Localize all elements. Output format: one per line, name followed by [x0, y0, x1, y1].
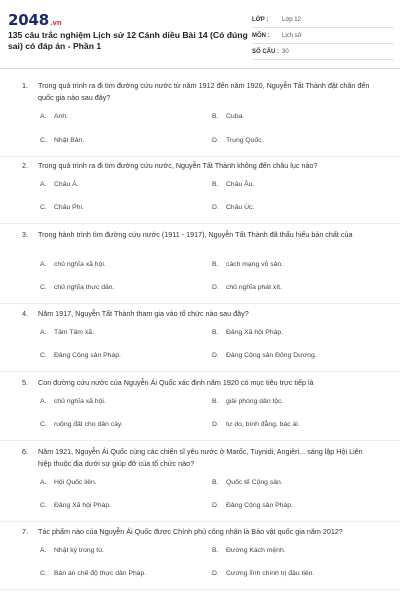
meta-row-subject [252, 28, 394, 44]
option-d[interactable] [212, 204, 254, 211]
question-separator [0, 223, 400, 224]
option-letter: C. [40, 284, 47, 291]
option-letter: B. [212, 261, 219, 268]
question-number: 6. [22, 447, 28, 456]
option-a[interactable] [40, 329, 94, 336]
option-c[interactable] [40, 502, 111, 509]
logo-suffix: .vn [49, 19, 62, 27]
option-d[interactable] [212, 502, 293, 509]
meta-key: LỚP : [252, 16, 269, 23]
option-text: Châu Á. [54, 181, 79, 188]
logo-text: 2048 [8, 11, 49, 29]
option-b[interactable] [212, 398, 283, 405]
question-text: Con đường cứu nước của Nguyễn Ái Quốc xác định năm 1920 có mục tiêu trực tiếp là [38, 378, 314, 387]
meta-key: MÔN : [252, 32, 270, 39]
meta-value: Lịch sử [282, 32, 302, 39]
meta-row-class [252, 12, 394, 28]
option-letter: C. [40, 352, 47, 359]
option-text: Cương lĩnh chính trị đầu tiên. [226, 570, 315, 577]
option-letter: C. [40, 204, 47, 211]
option-letter: A. [40, 547, 47, 554]
option-c[interactable] [40, 284, 114, 291]
option-text: Nhật ký trong tù. [54, 547, 104, 554]
option-text: Trung Quốc. [226, 137, 264, 144]
option-text: Hội Quốc liên. [54, 479, 97, 486]
page-title: 135 câu trắc nghiệm Lịch sử 12 Cánh diều Bài 14 (Có đúng sai) có đáp án - Phần 1 [8, 30, 248, 51]
question-number: 3. [22, 230, 28, 239]
option-c[interactable] [40, 570, 146, 577]
meta-key: SỐ CÂU : [252, 48, 279, 55]
option-letter: A. [40, 181, 47, 188]
question-separator [0, 303, 400, 304]
option-text: Cuba. [226, 113, 245, 120]
option-text: Quốc tế Cộng sản. [226, 479, 283, 486]
option-letter: B. [212, 113, 219, 120]
option-text: ruộng đất cho dân cày. [54, 421, 123, 428]
option-c[interactable] [40, 137, 84, 144]
meta-table [252, 12, 394, 60]
meta-value: Lớp 12 [282, 16, 301, 23]
option-c[interactable] [40, 421, 123, 428]
option-letter: B. [212, 547, 219, 554]
option-text: chủ nghĩa xã hội. [54, 261, 106, 268]
option-letter: D. [212, 421, 219, 428]
option-b[interactable] [212, 113, 244, 120]
option-b[interactable] [212, 329, 283, 336]
option-text: Anh. [54, 113, 68, 120]
option-letter: D. [212, 570, 219, 577]
option-text: Nhật Bản. [54, 137, 85, 144]
option-b[interactable] [212, 261, 283, 268]
question-separator [0, 440, 400, 441]
option-d[interactable] [212, 137, 264, 144]
option-a[interactable] [40, 113, 68, 120]
option-letter: D. [212, 352, 219, 359]
question-text: Trong quá trình ra đi tìm đường cứu nước, Nguyễn Tất Thành không đến châu lục nào? [38, 161, 318, 170]
option-d[interactable] [212, 421, 300, 428]
option-b[interactable] [212, 547, 286, 554]
question-number: 4. [22, 309, 28, 318]
option-letter: A. [40, 398, 47, 405]
option-text: giải phóng dân tộc. [226, 398, 284, 405]
option-text: chủ nghĩa phát xít. [226, 284, 282, 291]
site-logo[interactable] [8, 11, 62, 29]
option-letter: D. [212, 502, 219, 509]
option-text: Châu Phi. [54, 204, 84, 211]
question-header [22, 526, 377, 538]
question-text: Năm 1917, Nguyễn Tất Thành tham gia vào tổ chức nào sau đây? [38, 309, 249, 318]
question-number: 5. [22, 378, 28, 387]
header-divider [0, 68, 400, 69]
option-text: Đảng Cộng sản Pháp. [54, 352, 121, 359]
question-number: 1. [22, 81, 28, 90]
option-a[interactable] [40, 398, 106, 405]
option-b[interactable] [212, 181, 254, 188]
option-text: Đảng Cộng sản Pháp. [226, 502, 293, 509]
option-letter: B. [212, 479, 219, 486]
option-text: Châu Âu. [226, 181, 255, 188]
question-separator [0, 371, 400, 372]
question-header [22, 377, 377, 389]
option-letter: D. [212, 204, 219, 211]
question-header [22, 229, 377, 241]
option-letter: A. [40, 329, 47, 336]
option-letter: A. [40, 261, 47, 268]
option-letter: B. [212, 181, 219, 188]
option-text: chủ nghĩa xã hội. [54, 398, 106, 405]
question-header [22, 160, 377, 172]
option-letter: B. [212, 329, 219, 336]
question-text: Trong hành trình tìm đường cứu nước (1911 - 1917), Nguyễn Tất Thành đã thấu hiểu bản chất của [38, 230, 353, 239]
question-text: Năm 1921, Nguyễn Ái Quốc cùng các chiến sĩ yêu nước ở Marốc, Tuynidi, Angiêri... sáng lập Hội Liên hiệp thuộc địa dưới sự giúp đỡ của tổ chức nào? [38, 447, 363, 468]
option-letter: A. [40, 479, 47, 486]
option-text: Đảng Cộng sản Đông Dương. [226, 352, 317, 359]
question-text: Tác phẩm nào của Nguyễn Ái Quốc được Chính phủ công nhận là Bảo vật quốc gia năm 2012? [38, 527, 343, 536]
meta-row-count [252, 44, 394, 60]
question-number: 2. [22, 161, 28, 170]
option-letter: D. [212, 137, 219, 144]
option-text: tự do, bình đẳng, bác ái. [226, 421, 300, 428]
option-d[interactable] [212, 352, 317, 359]
option-b[interactable] [212, 479, 283, 486]
question-separator [0, 156, 400, 157]
option-text: Đảng Xã hội Pháp. [226, 329, 284, 336]
question-text: Trong quá trình ra đi tìm đường cứu nước từ năm 1912 đến năm 1920, Nguyễn Tất Thành đặt chân đến quốc gia nào sau đây? [38, 81, 370, 102]
option-a[interactable] [40, 261, 106, 268]
option-text: Đảng Xã hội Pháp. [54, 502, 112, 509]
question-separator [0, 589, 400, 590]
option-d[interactable] [212, 284, 282, 291]
option-text: Bản án chế độ thực dân Pháp. [54, 570, 147, 577]
option-a[interactable] [40, 479, 97, 486]
option-text: Đường Kách mệnh. [226, 547, 286, 554]
question-header [22, 446, 377, 470]
option-a[interactable] [40, 181, 79, 188]
option-c[interactable] [40, 352, 121, 359]
question-number: 7. [22, 527, 28, 536]
option-text: chủ nghĩa thực dân. [54, 284, 115, 291]
option-letter: C. [40, 137, 47, 144]
option-letter: C. [40, 421, 47, 428]
question-header [22, 80, 377, 104]
option-letter: C. [40, 570, 47, 577]
header [0, 0, 400, 62]
option-letter: D. [212, 284, 219, 291]
option-d[interactable] [212, 570, 314, 577]
option-text: cách mạng vô sản. [226, 261, 284, 268]
question-header [22, 308, 377, 320]
option-c[interactable] [40, 204, 84, 211]
question-separator [0, 521, 400, 522]
option-text: Tâm Tâm xã. [54, 329, 94, 336]
meta-value: 30 [282, 48, 289, 55]
option-letter: A. [40, 113, 47, 120]
option-letter: C. [40, 502, 47, 509]
option-letter: B. [212, 398, 219, 405]
option-a[interactable] [40, 547, 104, 554]
option-text: Châu Úc. [226, 204, 255, 211]
